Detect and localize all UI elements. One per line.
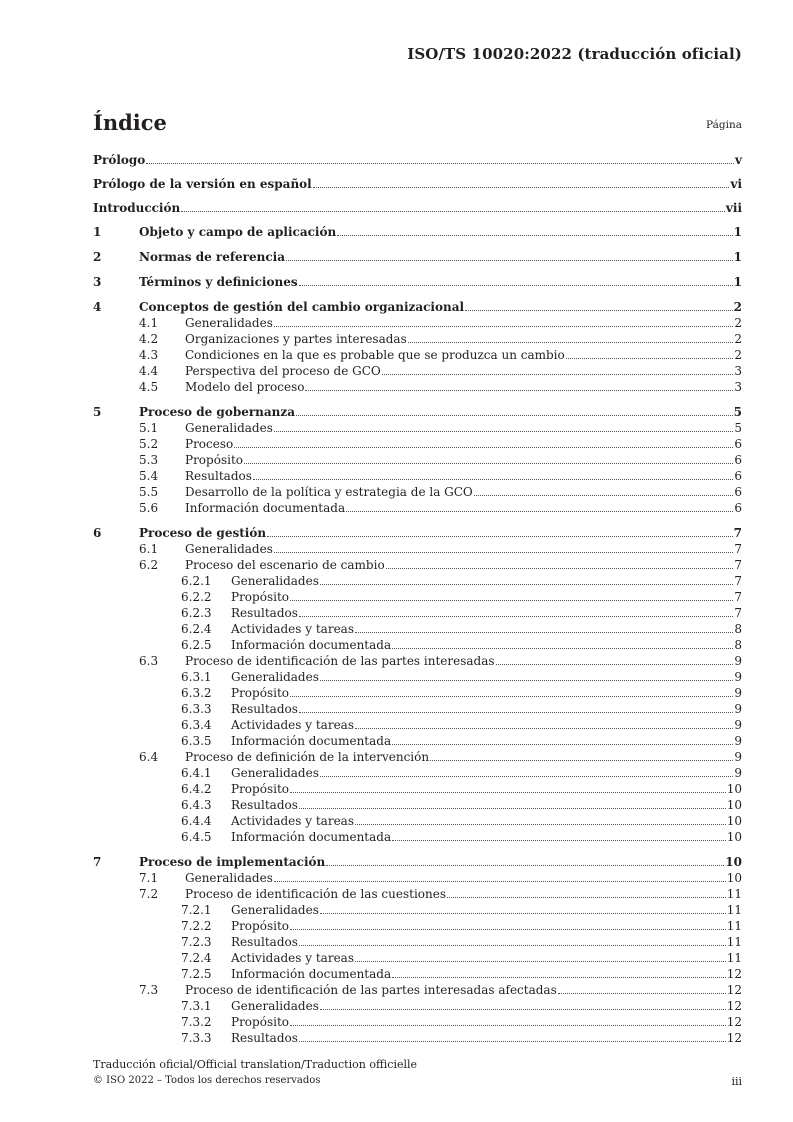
toc-entry-page: 12 — [726, 999, 742, 1013]
toc-entry[interactable] — [93, 764, 742, 780]
toc-entry-title: Proceso de identificación de las cuestiones — [185, 887, 447, 901]
toc-entry-page: 2 — [733, 300, 742, 314]
toc-entry-page: 11 — [726, 935, 742, 949]
toc-entry-page: 7 — [734, 542, 742, 556]
toc-entry-page: vi — [730, 177, 742, 191]
toc-dot-leader — [326, 865, 724, 866]
toc-entry-title: Términos y definiciones — [139, 275, 298, 289]
toc-entry[interactable] — [93, 175, 742, 191]
toc-entry-title: Generalidades — [185, 421, 273, 435]
toc-entry-title: Información documentada — [231, 638, 392, 652]
toc-entry[interactable] — [93, 620, 742, 636]
toc-entry-title: Prólogo — [93, 153, 146, 167]
toc-entry-number: 6.3.5 — [181, 734, 212, 748]
toc-entry[interactable] — [93, 1029, 742, 1045]
toc-entry-title: Proceso del escenario de cambio — [185, 558, 385, 572]
toc-dot-leader — [253, 479, 733, 480]
toc-entry-page: 7 — [733, 526, 742, 540]
toc-entry[interactable] — [93, 604, 742, 620]
toc-entry-number: 4.4 — [139, 364, 159, 378]
toc-entry-number: 6.4.2 — [181, 782, 212, 796]
toc-entry-title: Normas de referencia — [139, 250, 285, 264]
toc-entry[interactable] — [93, 901, 742, 917]
toc-entry-number: 7.1 — [139, 871, 159, 885]
toc-entry-number: 4.3 — [139, 348, 159, 362]
toc-entry[interactable] — [93, 981, 742, 997]
toc-entry-page: 8 — [734, 638, 742, 652]
toc-entry-title: Proceso de definición de la intervención — [185, 750, 430, 764]
toc-entry-page: 7 — [734, 606, 742, 620]
toc-entry-page: 8 — [734, 622, 742, 636]
toc-entry-page: 11 — [726, 903, 742, 917]
toc-entry-number: 4.5 — [139, 380, 159, 394]
toc-entry[interactable] — [93, 540, 742, 556]
toc-entry[interactable] — [93, 636, 742, 652]
toc-entry[interactable] — [93, 684, 742, 700]
toc-entry[interactable] — [93, 362, 742, 378]
toc-entry-page: 3 — [734, 380, 742, 394]
toc-entry-page: 9 — [734, 750, 742, 764]
toc-dot-leader — [337, 235, 732, 236]
toc-entry-number: 5 — [93, 405, 102, 419]
toc-dot-leader — [382, 374, 734, 375]
toc-entry[interactable] — [93, 828, 742, 844]
toc-entry-number: 4.1 — [139, 316, 159, 330]
toc-entry-title: Información documentada — [231, 830, 392, 844]
toc-entry[interactable] — [93, 330, 742, 346]
toc-entry-page: 9 — [734, 766, 742, 780]
toc-entry-title: Resultados — [231, 935, 298, 949]
toc-entry-number: 4 — [93, 300, 102, 314]
toc-entry-page: 1 — [733, 275, 742, 289]
toc-entry-title: Resultados — [231, 1031, 298, 1045]
toc-entry-page: vii — [725, 201, 742, 215]
toc-entry[interactable] — [93, 572, 742, 588]
toc-dot-leader — [181, 211, 725, 212]
toc-entry-page: 10 — [726, 798, 742, 812]
toc-entry-number: 6.3.3 — [181, 702, 212, 716]
toc-entry-number: 6 — [93, 526, 102, 540]
toc-entry-number: 7.3.3 — [181, 1031, 212, 1045]
toc-dot-leader — [320, 1009, 726, 1010]
toc-entry-title: Resultados — [185, 469, 252, 483]
toc-entry[interactable] — [93, 997, 742, 1013]
toc-entry-number: 6.2 — [139, 558, 159, 572]
toc-entry-page: 6 — [734, 453, 742, 467]
toc-entry-title: Proceso — [185, 437, 234, 451]
toc-entry-title: Actividades y tareas — [231, 718, 354, 732]
toc-entry[interactable] — [93, 273, 742, 289]
toc-entry-page: 9 — [734, 734, 742, 748]
toc-entry-page: 10 — [726, 830, 742, 844]
toc-entry-number: 7 — [93, 855, 102, 869]
toc-entry-number: 5.1 — [139, 421, 159, 435]
toc-entry-title: Generalidades — [185, 542, 273, 556]
toc-entry-number: 6.3.1 — [181, 670, 212, 684]
toc-entry-number: 5.2 — [139, 437, 159, 451]
toc-entry-title: Generalidades — [231, 670, 319, 684]
toc-entry-number: 6.2.2 — [181, 590, 212, 604]
toc-entry-title: Proceso de identificación de las partes interesadas — [185, 654, 495, 668]
toc-entry-title: Información documentada — [185, 501, 346, 515]
toc-entry-page: 10 — [726, 814, 742, 828]
toc-entry[interactable] — [93, 419, 742, 435]
copyright-notice: © ISO 2022 – Todos los derechos reservados — [93, 1075, 321, 1086]
toc-entry-number: 7.2.3 — [181, 935, 212, 949]
toc-dot-leader — [392, 840, 726, 841]
toc-dot-leader — [234, 447, 733, 448]
toc-entry[interactable] — [93, 199, 742, 215]
toc-entry-title: Perspectiva del proceso de GCO — [185, 364, 381, 378]
toc-entry-number: 4.2 — [139, 332, 159, 346]
translation-note: Traducción oficial/Official translation/Traduction officielle — [93, 1058, 418, 1071]
page-title: Índice — [93, 110, 167, 135]
toc-entry-title: Generalidades — [231, 999, 319, 1013]
toc-entry-number: 7.2.5 — [181, 967, 212, 981]
toc-entry-title: Actividades y tareas — [231, 951, 354, 965]
toc-entry-number: 6.2.3 — [181, 606, 212, 620]
toc-entry-page: 7 — [734, 574, 742, 588]
toc-entry[interactable] — [93, 151, 742, 167]
toc-entry[interactable] — [93, 965, 742, 981]
toc-entry[interactable] — [93, 403, 742, 419]
toc-entry-title: Propósito — [231, 782, 289, 796]
toc-dot-leader — [320, 913, 726, 914]
toc-entry-title: Generalidades — [231, 574, 319, 588]
toc-entry[interactable] — [93, 748, 742, 764]
toc-entry-page: 12 — [726, 1015, 742, 1029]
toc-dot-leader — [447, 897, 726, 898]
toc-dot-leader — [305, 390, 733, 391]
toc-dot-leader — [290, 600, 733, 601]
toc-dot-leader — [496, 664, 734, 665]
table-of-contents — [93, 151, 742, 1045]
toc-entry-title: Información documentada — [231, 734, 392, 748]
toc-entry-number: 7.2.4 — [181, 951, 212, 965]
toc-dot-leader — [355, 824, 726, 825]
toc-entry-page: 12 — [726, 967, 742, 981]
toc-entry[interactable] — [93, 933, 742, 949]
toc-dot-leader — [299, 1041, 726, 1042]
toc-entry[interactable] — [93, 298, 742, 314]
toc-entry-page: 5 — [734, 421, 742, 435]
toc-dot-leader — [355, 632, 733, 633]
toc-entry-title: Resultados — [231, 606, 298, 620]
toc-entry-page: 9 — [734, 686, 742, 700]
toc-entry-title: Generalidades — [185, 871, 273, 885]
toc-entry-title: Propósito — [231, 590, 289, 604]
toc-entry[interactable] — [93, 248, 742, 264]
toc-entry-page: 3 — [734, 364, 742, 378]
toc-entry-number: 7.3.1 — [181, 999, 212, 1013]
toc-dot-leader — [299, 616, 733, 617]
toc-entry-page: 11 — [726, 951, 742, 965]
toc-dot-leader — [392, 648, 733, 649]
toc-entry-number: 5.5 — [139, 485, 159, 499]
toc-entry-page: 6 — [734, 501, 742, 515]
toc-entry-title: Proceso de identificación de las partes interesadas afectadas — [185, 983, 557, 997]
page-column-label: Página — [706, 119, 742, 131]
toc-dot-leader — [274, 881, 726, 882]
toc-entry-page: 6 — [734, 469, 742, 483]
toc-entry[interactable] — [93, 314, 742, 330]
toc-dot-leader — [299, 808, 726, 809]
page-number: iii — [731, 1075, 742, 1088]
toc-entry-title: Propósito — [231, 919, 289, 933]
toc-entry-number: 6.4.5 — [181, 830, 212, 844]
toc-entry-title: Objeto y campo de aplicación — [139, 225, 337, 239]
toc-entry-number: 6.2.4 — [181, 622, 212, 636]
toc-entry-number: 6.3.4 — [181, 718, 212, 732]
toc-dot-leader — [274, 552, 733, 553]
toc-entry-title: Conceptos de gestión del cambio organizacional — [139, 300, 465, 314]
toc-entry-title: Introducción — [93, 201, 181, 215]
toc-entry-page: 9 — [734, 670, 742, 684]
toc-entry[interactable] — [93, 668, 742, 684]
toc-dot-leader — [267, 536, 733, 537]
toc-entry-number: 6.2.5 — [181, 638, 212, 652]
toc-entry[interactable] — [93, 483, 742, 499]
toc-entry-page: 6 — [734, 485, 742, 499]
toc-entry[interactable] — [93, 451, 742, 467]
toc-entry[interactable] — [93, 346, 742, 362]
toc-entry-page: 10 — [726, 782, 742, 796]
toc-entry[interactable] — [93, 796, 742, 812]
toc-entry-page: 12 — [726, 983, 742, 997]
toc-dot-leader — [146, 163, 734, 164]
toc-entry[interactable] — [93, 524, 742, 540]
toc-entry[interactable] — [93, 652, 742, 668]
toc-entry-title: Proceso de implementación — [139, 855, 326, 869]
toc-dot-leader — [408, 342, 734, 343]
toc-dot-leader — [290, 1025, 726, 1026]
toc-entry-page: 10 — [725, 855, 742, 869]
toc-entry-page: 10 — [726, 871, 742, 885]
toc-entry-title: Resultados — [231, 798, 298, 812]
toc-entry[interactable] — [93, 885, 742, 901]
toc-entry[interactable] — [93, 812, 742, 828]
toc-entry-number: 7.2 — [139, 887, 159, 901]
toc-entry-title: Generalidades — [185, 316, 273, 330]
toc-entry-title: Organizaciones y partes interesadas — [185, 332, 407, 346]
toc-dot-leader — [474, 495, 734, 496]
toc-entry[interactable] — [93, 435, 742, 451]
toc-entry-title: Generalidades — [231, 766, 319, 780]
toc-entry-page: 1 — [733, 250, 742, 264]
toc-entry-page: 2 — [734, 332, 742, 346]
toc-entry[interactable] — [93, 1013, 742, 1029]
toc-dot-leader — [465, 310, 733, 311]
toc-entry-page: 2 — [734, 316, 742, 330]
toc-dot-leader — [244, 463, 733, 464]
toc-entry[interactable] — [93, 917, 742, 933]
toc-entry-number: 7.2.2 — [181, 919, 212, 933]
toc-dot-leader — [274, 431, 733, 432]
toc-dot-leader — [355, 961, 726, 962]
toc-entry-number: 1 — [93, 225, 102, 239]
toc-entry[interactable] — [93, 869, 742, 885]
toc-entry-page: 9 — [734, 702, 742, 716]
toc-entry-title: Modelo del proceso — [185, 380, 305, 394]
toc-dot-leader — [430, 760, 733, 761]
toc-entry-title: Proceso de gobernanza — [139, 405, 295, 419]
toc-entry-number: 6.3.2 — [181, 686, 212, 700]
toc-entry-page: 2 — [734, 348, 742, 362]
toc-entry-page: 5 — [733, 405, 742, 419]
toc-dot-leader — [299, 285, 733, 286]
toc-entry[interactable] — [93, 499, 742, 515]
toc-entry[interactable] — [93, 949, 742, 965]
toc-entry-page: 11 — [726, 887, 742, 901]
toc-dot-leader — [355, 728, 733, 729]
toc-entry-page: 11 — [726, 919, 742, 933]
toc-dot-leader — [286, 260, 733, 261]
toc-dot-leader — [320, 680, 733, 681]
toc-entry[interactable] — [93, 780, 742, 796]
toc-entry-number: 6.4.4 — [181, 814, 212, 828]
toc-entry-number: 7.3.2 — [181, 1015, 212, 1029]
toc-dot-leader — [320, 776, 733, 777]
toc-entry-number: 7.3 — [139, 983, 159, 997]
toc-entry[interactable] — [93, 467, 742, 483]
toc-entry-title: Generalidades — [231, 903, 319, 917]
toc-entry-title: Desarrollo de la política y estrategia de la GCO — [185, 485, 473, 499]
toc-dot-leader — [299, 712, 733, 713]
toc-entry[interactable] — [93, 700, 742, 716]
toc-dot-leader — [299, 945, 726, 946]
toc-dot-leader — [274, 326, 733, 327]
toc-entry-number: 6.4.1 — [181, 766, 212, 780]
toc-entry-page: 7 — [734, 558, 742, 572]
toc-entry-number: 6.2.1 — [181, 574, 212, 588]
toc-dot-leader — [566, 358, 734, 359]
toc-entry-title: Actividades y tareas — [231, 814, 354, 828]
toc-dot-leader — [386, 568, 734, 569]
toc-entry[interactable] — [93, 716, 742, 732]
toc-entry-title: Proceso de gestión — [139, 526, 267, 540]
toc-entry-number: 2 — [93, 250, 102, 264]
toc-entry-page: v — [735, 153, 742, 167]
toc-entry[interactable] — [93, 853, 742, 869]
toc-entry-number: 3 — [93, 275, 102, 289]
toc-dot-leader — [290, 792, 726, 793]
toc-entry-number: 6.4 — [139, 750, 159, 764]
toc-entry-page: 9 — [734, 718, 742, 732]
toc-entry[interactable] — [93, 588, 742, 604]
toc-dot-leader — [320, 584, 733, 585]
toc-entry[interactable] — [93, 556, 742, 572]
toc-dot-leader — [296, 415, 733, 416]
toc-entry-title: Condiciones en la que es probable que se produzca un cambio — [185, 348, 565, 362]
toc-dot-leader — [290, 696, 733, 697]
toc-entry-page: 6 — [734, 437, 742, 451]
toc-entry-page: 9 — [734, 654, 742, 668]
toc-entry-number: 5.3 — [139, 453, 159, 467]
toc-entry-title: Información documentada — [231, 967, 392, 981]
toc-entry-title: Propósito — [231, 1015, 289, 1029]
toc-entry-title: Propósito — [185, 453, 243, 467]
toc-entry-number: 6.3 — [139, 654, 159, 668]
toc-entry[interactable] — [93, 378, 742, 394]
toc-entry-page: 12 — [726, 1031, 742, 1045]
toc-entry-title: Prólogo de la versión en español — [93, 177, 312, 191]
toc-entry-number: 5.6 — [139, 501, 159, 515]
toc-dot-leader — [346, 511, 733, 512]
toc-dot-leader — [290, 929, 726, 930]
toc-entry-title: Resultados — [231, 702, 298, 716]
toc-entry-title: Actividades y tareas — [231, 622, 354, 636]
toc-entry-page: 7 — [734, 590, 742, 604]
document-id-header: ISO/TS 10020:2022 (traducción oficial) — [407, 45, 742, 63]
toc-entry-number: 7.2.1 — [181, 903, 212, 917]
toc-entry[interactable] — [93, 732, 742, 748]
toc-entry[interactable] — [93, 223, 742, 239]
toc-dot-leader — [313, 187, 730, 188]
toc-dot-leader — [392, 977, 726, 978]
toc-entry-number: 6.1 — [139, 542, 159, 556]
toc-entry-page: 1 — [733, 225, 742, 239]
toc-dot-leader — [392, 744, 733, 745]
toc-entry-number: 6.4.3 — [181, 798, 212, 812]
toc-entry-number: 5.4 — [139, 469, 159, 483]
toc-entry-title: Propósito — [231, 686, 289, 700]
toc-dot-leader — [558, 993, 726, 994]
